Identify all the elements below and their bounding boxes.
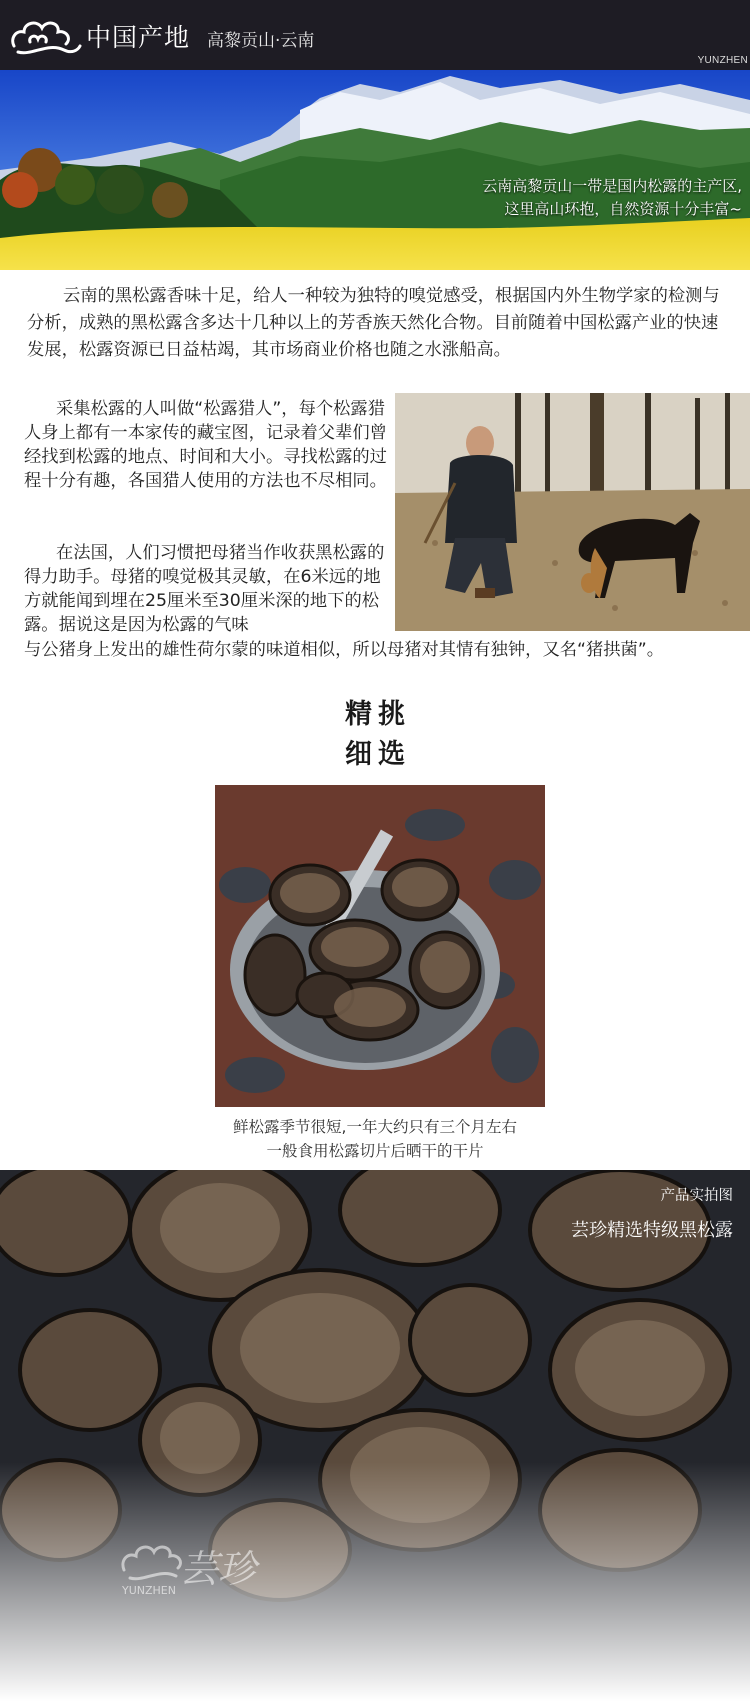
hunters-paragraph-2: 在法国，人们习惯把母猪当作收获黑松露的得力助手。母猪的嗅觉极其灵敏，在6米远的地方就能闻到埋在25厘米至30厘米深的地下的松露。据说这是因为松露的气味 [24,543,385,635]
product-label-small: 产品实拍图 [660,1188,733,1204]
header-bar [0,0,750,70]
banner-caption-line2: 这里高山环抱，自然资源十分丰富~ [504,200,742,218]
selection-title-line2: 细选 [345,739,411,770]
header-brand: YUNZHEN [697,55,748,66]
banner-caption-line1: 云南高黎贡山一带是国内松露的主产区, [482,177,742,195]
watermark-text: 芸珍 [180,1547,257,1591]
hunters-paragraph-2-tail: 与公猪身上发出的雄性荷尔蒙的味道相似，所以母猪对其情有独钟，又名“猪拱菌”。 [24,640,665,660]
selection-caption-line2: 一般食用松露切片后晒干的干片 [266,1142,484,1160]
cloud-logo-icon [8,12,84,58]
mountain-banner-image [0,70,750,270]
header-subtitle: 高黎贡山·云南 [207,31,315,51]
watermark-brand: YUNZHEN [122,1584,176,1597]
hunters-paragraph-1: 采集松露的人叫做“松露猎人”，每个松露猎人身上都有一本家传的藏宝图，记录着父辈们曾经找到松露的地点、时间和大小。寻找松露的过程十分有趣，各国猎人使用的方法也不尽相同。 [24,399,387,491]
selection-caption-line1: 鲜松露季节很短,一年大约只有三个月左右 [233,1118,517,1136]
truffle-spoon-photo [215,785,545,1107]
yunzhen-watermark [118,1534,318,1614]
selection-title [345,695,445,775]
product-label-large: 芸珍精选特级黑松露 [571,1220,733,1241]
selection-title-line1: 精挑 [345,699,411,730]
header-title: 中国产地 [86,23,191,52]
intro-paragraph: 云南的黑松露香味十足，给人一种较为独特的嗅觉感受，根据国内外生物学家的检测与分析，成熟的黑松露含多达十几种以上的芳香族天然化合物。目前随着中国松露产业的快速发展，松露资源已日益枯竭，其市场商业价格也随之水涨船高。 [27,286,720,360]
truffle-hunter-photo [395,393,750,631]
dried-truffle-product-photo [0,1170,750,1701]
